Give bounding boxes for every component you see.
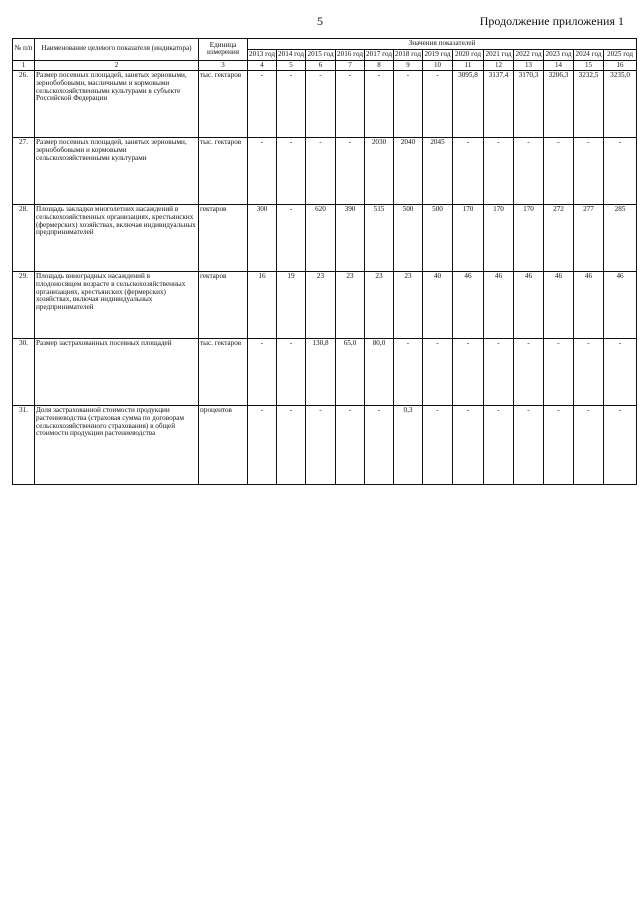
table-row: [13, 406, 637, 485]
value-cell: -: [484, 406, 514, 485]
header-year: 2013 год: [248, 49, 277, 60]
value-cell: -: [604, 138, 637, 205]
value-cell: -: [453, 339, 484, 406]
value-cell: -: [248, 406, 277, 485]
unit-cell: тыс. гектаров: [199, 71, 248, 138]
header-number: № п/п: [13, 39, 35, 61]
row-number: 29.: [13, 272, 35, 339]
value-cell: 515: [365, 205, 394, 272]
value-cell: 46: [453, 272, 484, 339]
header-year: 2014 год: [277, 49, 306, 60]
value-cell: -: [514, 138, 544, 205]
column-index: 12: [484, 60, 514, 71]
indicator-name: Площадь закладки многолетних насаждений в сельскохозяйственных организациях, крестьянских (фермерских) хозяйствах, включая индивидуальных предпринимателей: [35, 205, 199, 272]
unit-cell: гектаров: [199, 272, 248, 339]
value-cell: -: [336, 406, 365, 485]
column-index: 1: [13, 60, 35, 71]
value-cell: -: [544, 339, 574, 406]
value-cell: 3170,3: [514, 71, 544, 138]
value-cell: 3232,5: [574, 71, 604, 138]
value-cell: 3095,8: [453, 71, 484, 138]
value-cell: 80,0: [365, 339, 394, 406]
value-cell: -: [306, 71, 336, 138]
value-cell: -: [423, 71, 453, 138]
value-cell: -: [574, 138, 604, 205]
header-year: 2021 год: [484, 49, 514, 60]
value-cell: -: [248, 339, 277, 406]
row-number: 27.: [13, 138, 35, 205]
value-cell: 40: [423, 272, 453, 339]
indicator-table: [12, 38, 637, 485]
column-index: 4: [248, 60, 277, 71]
indicator-name: Площадь виноградных насаждений в плодоносящем возрасте в сельскохозяйственных организациях, крестьянских (фермерских) хозяйствах, включая индивидуальных предпринимателей: [35, 272, 199, 339]
unit-cell: тыс. гектаров: [199, 138, 248, 205]
column-index: 3: [199, 60, 248, 71]
header-year: 2022 год: [514, 49, 544, 60]
header-year: 2019 год: [423, 49, 453, 60]
value-cell: -: [544, 138, 574, 205]
value-cell: 500: [394, 205, 423, 272]
column-index: 7: [336, 60, 365, 71]
value-cell: 2040: [394, 138, 423, 205]
table-row: [13, 138, 637, 205]
table-row: [13, 339, 637, 406]
value-cell: -: [365, 71, 394, 138]
row-number: 26.: [13, 71, 35, 138]
value-cell: 300: [248, 205, 277, 272]
value-cell: 0,3: [394, 406, 423, 485]
value-cell: -: [394, 71, 423, 138]
column-index: 15: [574, 60, 604, 71]
value-cell: 46: [604, 272, 637, 339]
value-cell: -: [248, 71, 277, 138]
value-cell: -: [423, 406, 453, 485]
header-values-group: Значения показателей: [248, 39, 637, 50]
header-year: 2025 год: [604, 49, 637, 60]
column-index: 11: [453, 60, 484, 71]
header-year: 2015 год: [306, 49, 336, 60]
indicator-name: Размер застрахованных посевных площадей: [35, 339, 199, 406]
value-cell: -: [277, 339, 306, 406]
header-year: 2020 год: [453, 49, 484, 60]
header-year: 2016 год: [336, 49, 365, 60]
value-cell: 23: [394, 272, 423, 339]
value-cell: -: [514, 339, 544, 406]
table-row: [13, 71, 637, 138]
value-cell: -: [277, 71, 306, 138]
table-row: [13, 272, 637, 339]
value-cell: -: [574, 339, 604, 406]
value-cell: 3235,0: [604, 71, 637, 138]
value-cell: 3206,3: [544, 71, 574, 138]
value-cell: -: [604, 339, 637, 406]
value-cell: -: [574, 406, 604, 485]
header-name: Наименование целевого показателя (индикатора): [35, 39, 199, 61]
value-cell: 46: [484, 272, 514, 339]
indicator-name: Доля застрахованной стоимости продукции растениеводства (страховая сумма по договорам сельскохозяйственного страхования) в общей стоимости продукции растениеводства: [35, 406, 199, 485]
header-year: 2024 год: [574, 49, 604, 60]
value-cell: 130,8: [306, 339, 336, 406]
column-index: 10: [423, 60, 453, 71]
unit-cell: процентов: [199, 406, 248, 485]
value-cell: 46: [514, 272, 544, 339]
column-index: 9: [394, 60, 423, 71]
value-cell: -: [484, 138, 514, 205]
row-number: 31.: [13, 406, 35, 485]
value-cell: 2030: [365, 138, 394, 205]
value-cell: -: [277, 205, 306, 272]
value-cell: -: [336, 71, 365, 138]
value-cell: -: [306, 406, 336, 485]
value-cell: 65,0: [336, 339, 365, 406]
value-cell: 2045: [423, 138, 453, 205]
column-index: 14: [544, 60, 574, 71]
value-cell: 277: [574, 205, 604, 272]
value-cell: 390: [336, 205, 365, 272]
value-cell: -: [248, 138, 277, 205]
page-number: 5: [317, 14, 323, 28]
column-index: 13: [514, 60, 544, 71]
value-cell: 23: [306, 272, 336, 339]
value-cell: -: [306, 138, 336, 205]
value-cell: -: [336, 138, 365, 205]
value-cell: 23: [365, 272, 394, 339]
column-index: 16: [604, 60, 637, 71]
value-cell: 46: [544, 272, 574, 339]
column-index: 5: [277, 60, 306, 71]
value-cell: 620: [306, 205, 336, 272]
continuation-label: Продолжение приложения 1: [479, 14, 624, 28]
value-cell: 170: [484, 205, 514, 272]
value-cell: -: [277, 138, 306, 205]
value-cell: -: [453, 138, 484, 205]
value-cell: -: [544, 406, 574, 485]
row-number: 28.: [13, 205, 35, 272]
header-unit: Единица измерения: [199, 39, 248, 61]
row-number: 30.: [13, 339, 35, 406]
value-cell: 3137,4: [484, 71, 514, 138]
value-cell: 170: [453, 205, 484, 272]
value-cell: 500: [423, 205, 453, 272]
unit-cell: гектаров: [199, 205, 248, 272]
column-index-row: [13, 60, 637, 71]
column-index: 2: [35, 60, 199, 71]
value-cell: 16: [248, 272, 277, 339]
value-cell: 23: [336, 272, 365, 339]
indicator-name: Размер посевных площадей, занятых зерновыми, зернобобовыми, масличными и кормовыми сельскохозяйственными культурами в субъекте Российской Федерации: [35, 71, 199, 138]
value-cell: 170: [514, 205, 544, 272]
column-index: 6: [306, 60, 336, 71]
page-header: [12, 14, 628, 38]
header-year: 2023 год: [544, 49, 574, 60]
column-index: 8: [365, 60, 394, 71]
value-cell: -: [514, 406, 544, 485]
value-cell: -: [365, 406, 394, 485]
value-cell: -: [277, 406, 306, 485]
header-row-top: [13, 39, 637, 50]
table-row: [13, 205, 637, 272]
value-cell: 46: [574, 272, 604, 339]
value-cell: -: [604, 406, 637, 485]
value-cell: -: [453, 406, 484, 485]
value-cell: -: [394, 339, 423, 406]
value-cell: -: [484, 339, 514, 406]
value-cell: 285: [604, 205, 637, 272]
value-cell: 272: [544, 205, 574, 272]
header-year: 2017 год: [365, 49, 394, 60]
header-year: 2018 год: [394, 49, 423, 60]
unit-cell: тыс. гектаров: [199, 339, 248, 406]
value-cell: 19: [277, 272, 306, 339]
indicator-name: Размер посевных площадей, занятых зерновыми, зернобобовыми и кормовыми сельскохозяйственными культурами: [35, 138, 199, 205]
value-cell: -: [423, 339, 453, 406]
